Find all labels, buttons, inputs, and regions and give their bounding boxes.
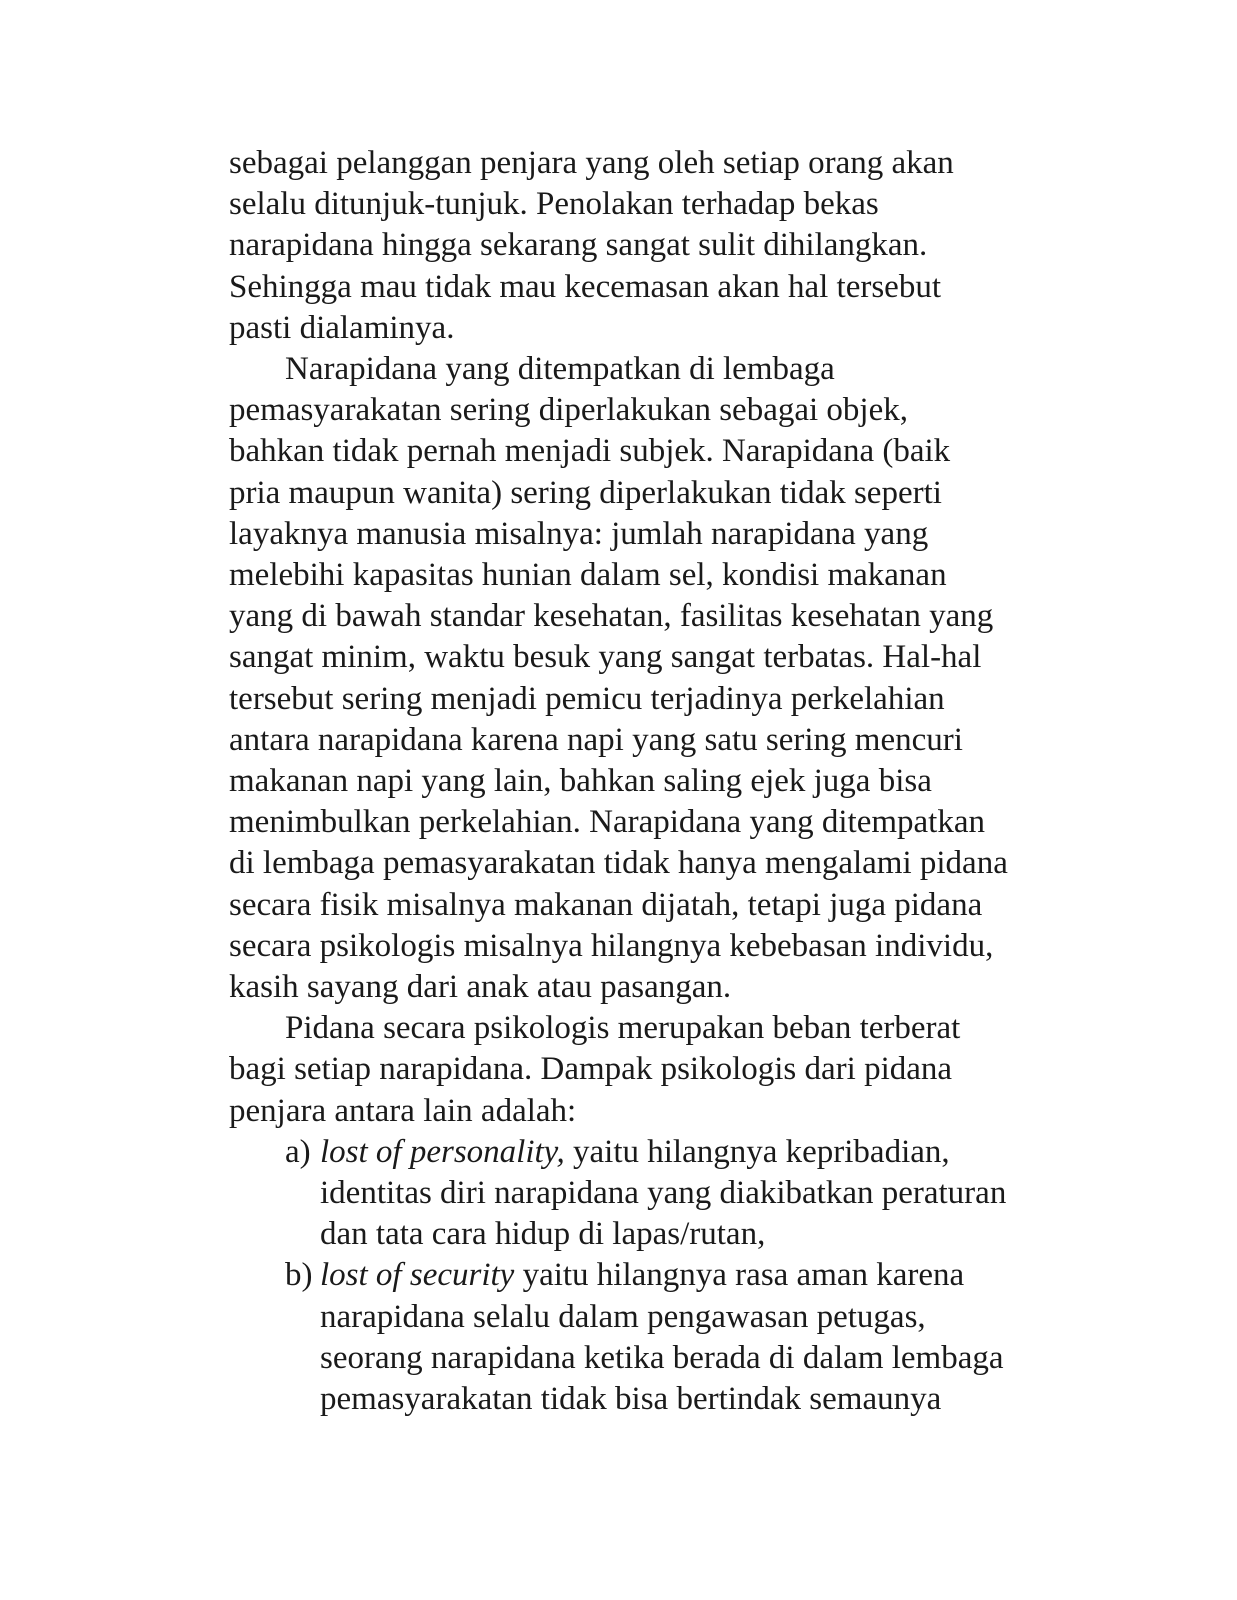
text-line: antara narapidana karena napi yang satu sering mencuri [229,721,963,758]
text-line: narapidana hingga sekarang sangat sulit dihilangkan. [229,227,928,264]
text-line: pemasyarakatan tidak bisa bertindak semaunya [320,1381,942,1418]
text-line: secara fisik misalnya makanan dijatah, tetapi juga pidana [229,886,983,923]
list-item-first-line [229,1255,1079,1296]
term-italic: lost of security [320,1257,515,1294]
text-line: penjara antara lain adalah: [229,1092,577,1129]
text-line: sebagai pelanggan penjara yang oleh setiap orang akan [229,145,954,181]
text-line: kasih sayang dari anak atau pasangan. [229,969,732,1006]
text-line: yang di bawah standar kesehatan, fasilitas kesehatan yang [229,598,994,635]
text-line: identitas diri narapidana yang diakibatkan peraturan [320,1175,1007,1212]
document-body [229,143,1079,1420]
text-line: di lembaga pemasyarakatan tidak hanya mengalami pidana [229,845,1008,882]
paragraph-2 [229,349,1079,1008]
text-line: secara psikologis misalnya hilangnya kebebasan individu, [229,927,994,964]
text-line: melebihi kapasitas hunian dalam sel, kondisi makanan [229,557,947,594]
text-line: menimbulkan perkelahian. Narapidana yang ditempatkan [229,804,985,841]
text-line: bagi setiap narapidana. Dampak psikologis dari pidana [229,1051,953,1088]
text-line: pemasyarakatan sering diperlakukan sebagai objek, [229,392,908,429]
text-line: layaknya manusia misalnya: jumlah narapidana yang [229,515,929,552]
text-line: narapidana selalu dalam pengawasan petugas, [320,1298,926,1335]
list-item [229,1132,1079,1256]
list-item-text: yaitu hilangnya kepribadian, [564,1133,950,1170]
text-line: bahkan tidak pernah menjadi subjek. Narapidana (baik [229,433,951,470]
list-item-text: yaitu hilangnya rasa aman karena [514,1257,965,1294]
text-line: seorang narapidana ketika berada di dalam lembaga [320,1339,1004,1376]
text-line: selalu ditunjuk-tunjuk. Penolakan terhadap bekas [229,186,879,223]
text-line: makanan napi yang lain, bahkan saling ejek juga bisa [229,763,932,800]
text-line: pria maupun wanita) sering diperlakukan tidak seperti [229,474,942,511]
list-marker: a) [285,1133,311,1170]
term-italic: lost of personality, [320,1133,565,1170]
impact-list [229,1132,1079,1420]
text-line: Pidana secara psikologis merupakan beban terberat [285,1010,961,1047]
text-line: Sehingga mau tidak mau kecemasan akan hal tersebut [229,268,941,305]
paragraph-3 [229,1008,1079,1132]
text-line: sangat minim, waktu besuk yang sangat terbatas. Hal-hal [229,639,982,676]
text-line: pasti dialaminya. [229,309,455,346]
paragraph-1 [229,143,1079,349]
list-marker: b) [285,1257,313,1294]
text-line: Narapidana yang ditempatkan di lembaga [285,351,835,388]
text-line: dan tata cara hidup di lapas/rutan, [320,1216,766,1253]
list-item [229,1255,1079,1420]
text-line: tersebut sering menjadi pemicu terjadinya perkelahian [229,680,945,717]
list-item-first-line [229,1132,1079,1173]
